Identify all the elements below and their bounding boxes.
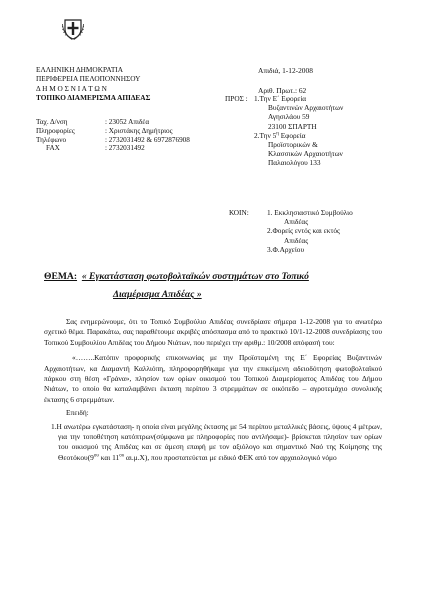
contact-value: : Χριστάκης Δημήτριος (105, 126, 173, 135)
header-line-republic: ΕΛΛΗΝΙΚΗ ΔΗΜΟΚΡΑΤΙΑ (36, 65, 123, 74)
body-list-item-1: 1.Η ανωτέρω εγκατάσταση- η οποία είναι μεγάλης έκτασης με 54 περίπου μεταλλικές βάσεις, ύψους 4 μέτρων, για την τοποθέτηση κατόπτρων(σύμφωνα με πληροφορίες που αντλήσαμε)- βρίσκεται πλησίον των ορίων του οικισμού της Απιδέας και σε άμεση επαφή με τον αξιόλογο και σημαντικό Ναό της Κοίμησης της $\Theta\varepsilon o\tau ό\kappa o\upsilon(9^{o\upsilon}$ και $11^{o\upsilon}$ αι.μ.Χ), που προστατεύεται με ειδικό ΦΕΚ από τον αρχαιολογικό νόμο (51, 421, 382, 462)
cc-line: Απιδέας (284, 217, 309, 227)
body-epeidi: Επειδή: (66, 408, 89, 418)
recipient-line: Βυζαντινών Αρχαιοτήτων (268, 103, 344, 113)
subject-title-line1: « Εγκατάσταση φωτοβολταϊκών συστημάτων στο Τοπικό (81, 271, 309, 282)
subject-title-line2: Διαμέρισμα Απιδέας » (113, 289, 202, 300)
contact-label: Τηλέφωνο (36, 135, 67, 144)
cc-label: ΚΟΙΝ: (229, 208, 249, 217)
recipient-line: 2.Την $5^\eta$ Εφορεία (254, 130, 306, 140)
recipient-line: Παλαιολόγου 133 (268, 158, 321, 168)
recipient-line: Προϊστορικών & (268, 140, 318, 150)
cc-block (229, 208, 353, 254)
header-line-district: ΤΟΠΙΚΟ ΔΙΑΜΕΡΙΣΜΑ ΑΠΙΔΕΑΣ (36, 93, 151, 103)
cc-line: 2.Φορείς εντός και εκτός (267, 226, 340, 236)
recipient-line: Κλασσικών Αρχαιοτήτων (268, 149, 343, 159)
contact-row-phone (36, 136, 190, 145)
contact-label: Πληροφορίες (36, 126, 75, 135)
recipient-line: 23100 ΣΠΑΡΤΗ (268, 121, 317, 131)
body-paragraph-quote: «……..Κατόπιν προφορικής επικοινωνίας με την Προϊσταμένη της Ε΄ Εφορείας Βυζαντινών Αρχαιοτήτων, κα Διαμαντή Καλλιόπη, πληροφορηθήκαμε για την επικείμενη αδειοδότηση φωτοβολταϊκού πάρκου στη θέση «Γράνα», πλησίον των ορίων οικισμού του Τοπικού Διαμερίσματος Απιδέας του Δήμου Νιάτων, το οποίο θα καταλαμβάνει έκταση περίπου 3 στρεμμάτων σε οικόπεδο – αγροτεμάχιο συνολικής έκτασης 6 στρεμμάτων. (44, 353, 382, 404)
recipients-label: ΠΡΟΣ : (225, 94, 248, 103)
header-line-region: ΠΕΡΙΦΕΡΕΙΑ ΠΕΛΟΠΟΝΝΗΣΟΥ (36, 74, 141, 84)
recipients-block (225, 94, 343, 168)
recipient-line: 1.Την Ε΄ Εφορεία (254, 94, 307, 103)
recipient-line: Αγησιλάου 59 (268, 112, 310, 122)
contact-row-fax (36, 144, 190, 153)
cc-line: Απιδέας (284, 235, 309, 245)
contact-label: Ταχ. Δ/νση (36, 118, 68, 126)
protocol-number: Αριθ. Πρωτ.: 62 (258, 85, 307, 95)
contact-value: : 2732031492 (105, 144, 145, 153)
greek-coat-of-arms-icon (62, 16, 84, 40)
date-block (258, 66, 313, 95)
subject-label: ΘΕΜΑ: (44, 271, 78, 282)
sender-header (36, 65, 150, 103)
contact-value: : 23052 Απιδέα (105, 118, 150, 126)
contact-block (36, 118, 190, 153)
document-date: Απιδιά, 1-12-2008 (258, 66, 313, 75)
header-line-municipality: Δ Η Μ Ο Σ Ν Ι Α Τ Ω Ν (36, 83, 107, 93)
contact-row-info (36, 127, 190, 136)
contact-label: FAX (46, 144, 60, 153)
letter-body (44, 317, 382, 463)
body-paragraph-intro: Σας ενημερώνουμε, ότι το Τοπικό Συμβούλιο Απιδέας συνεδρίασε σήμερα 1-12-2008 για το ανωτέρω σχετικό θέμα. Παρακάτω, σας παραθέτουμε ακριβές απόσπασμα από το πρακτικό 10/1-12-2008 συνεδρίασης του Τοπικού Συμβουλίου Απιδέας του Δήμου Νιάτων, που περιέχει την αριθμ.: 10/2008 απόφασή του: (44, 317, 382, 347)
cc-line: 1. Εκκλησιαστικό Συμβούλιο (267, 208, 353, 217)
contact-value: : 2732031492 & 6972876908 (105, 135, 190, 144)
cc-line: 3.Φ.Αρχείου (267, 244, 305, 254)
subject-block (44, 271, 309, 301)
contact-row-address (36, 118, 190, 127)
